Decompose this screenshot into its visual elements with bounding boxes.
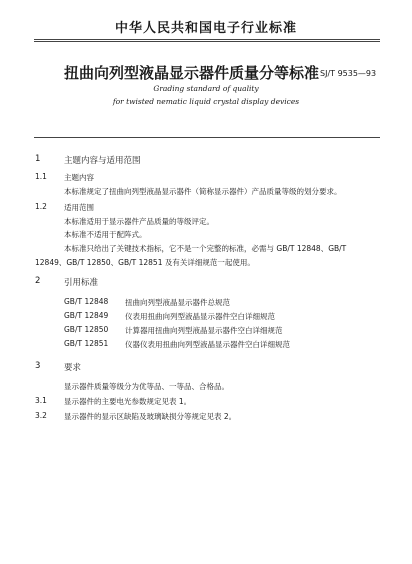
section-1-2-number: 1.2 [35, 202, 47, 211]
section-1-2-text-4: 12849、GB/T 12850、GB/T 12851 及有关详细规范一起使用。 [35, 258, 255, 267]
section-3-title: 要求 [64, 363, 82, 373]
section-3-intro: 显示器件质量等级分为优等品、一等品、合格品。 [64, 382, 229, 391]
reference-code: GB/T 12851 [64, 339, 109, 348]
header-organization: 中华人民共和国电子行业标准 [114, 21, 297, 36]
section-1-2-text-1: 本标准适用于显示器件产品质量的等级评定。 [64, 217, 214, 226]
section-1-1-number: 1.1 [35, 172, 47, 181]
reference-name: 扭曲向列型液晶显示器件总规范 [125, 298, 230, 307]
section-1-number: 1 [35, 154, 41, 164]
section-1-1-title: 主题内容 [64, 173, 94, 182]
section-3-2-number: 3.2 [35, 411, 47, 420]
section-3-2-text: 显示器件的显示区缺陷及玻璃缺损分等规定见表 2。 [64, 412, 237, 421]
section-1-2-title: 适用范围 [64, 203, 94, 212]
english-title-line1: Grading standard of quality [153, 84, 259, 93]
section-2-number: 2 [35, 276, 41, 286]
section-3-1-text: 显示器件的主要电光参数规定见表 1。 [64, 397, 192, 406]
header-rule-top [34, 39, 380, 40]
reference-name: 仪表用扭曲向列型液晶显示器件空白详细规范 [125, 312, 275, 321]
reference-code: GB/T 12849 [64, 311, 109, 320]
section-2-title: 引用标准 [64, 278, 99, 288]
reference-name: 计算器用扭曲向列型液晶显示器件空白详细规范 [125, 326, 283, 335]
header-rule-bottom [34, 41, 380, 42]
document-number: SJ/T 9535—93 [320, 69, 377, 78]
document-title: 扭曲向列型液晶显示器件质量分等标准 [64, 64, 320, 82]
reference-code: GB/T 12850 [64, 325, 109, 334]
section-1-2-text-2: 本标准不适用于配阵式。 [64, 230, 147, 239]
section-3-1-number: 3.1 [35, 396, 47, 405]
section-1-2-text-3: 本标准只给出了关键技术指标，它不是一个完整的标准，必需与 GB/T 12848、GB/T [64, 244, 347, 253]
title-divider [34, 137, 380, 138]
section-1-title: 主题内容与适用范围 [64, 156, 141, 166]
english-title-line2: for twisted nematic liquid crystal display devices [112, 97, 300, 106]
section-3-number: 3 [35, 361, 41, 371]
section-1-1-text: 本标准规定了扭曲向列型液晶显示器件（简称显示器件）产品质量等级的划分要求。 [64, 187, 342, 196]
reference-name: 仪器仪表用扭曲向列型液晶显示器件空白详细规范 [125, 340, 290, 349]
reference-code: GB/T 12848 [64, 297, 109, 306]
